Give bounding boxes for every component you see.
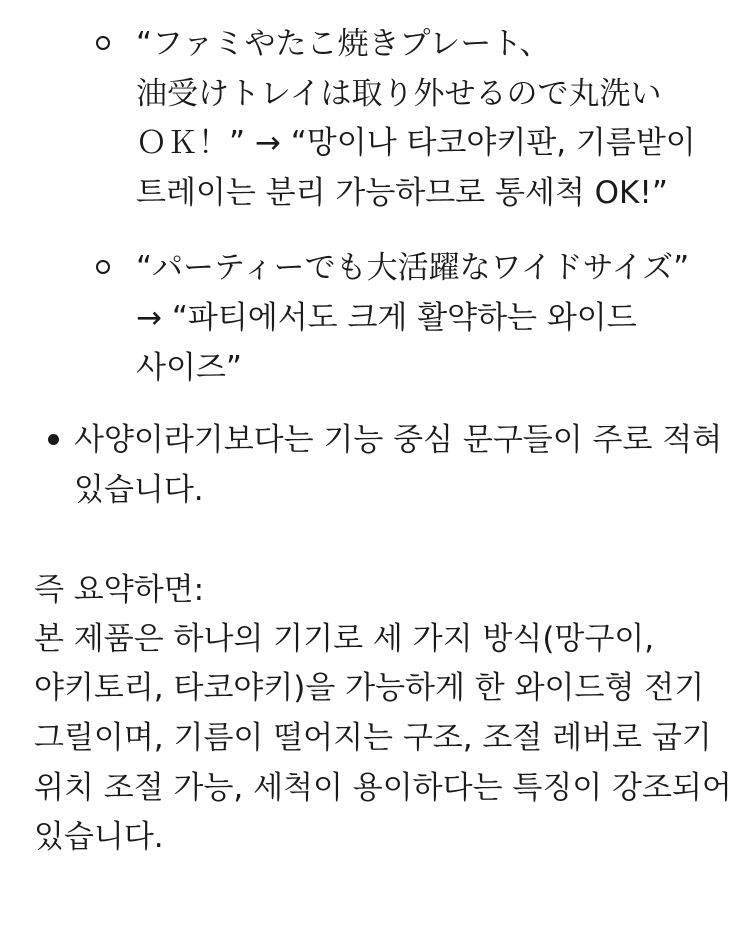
text-line: “パーティーでも大活躍なワイドサイズ” — [136, 250, 690, 286]
text-line: 사이즈” — [136, 350, 242, 386]
summary-heading: 즉 요약하면: — [34, 572, 205, 608]
text-line: 그릴이며, 기름이 떨어지는 구조, 조절 레버로 굽기 — [34, 720, 712, 756]
bullet-dot-icon — [48, 434, 59, 445]
text-line: 트레이는 분리 가능하므로 통세척 OK!” — [136, 175, 668, 211]
text-line: ＯＫ！” → “망이나 타코야키판, 기름받이 — [136, 125, 696, 161]
circle-bullet-icon — [96, 36, 110, 50]
text-line: 사양이라기보다는 기능 중심 문구들이 주로 적혀 — [74, 422, 723, 458]
text-line: 있습니다. — [74, 472, 204, 508]
text-line: “ファミやたこ焼きプレート、 — [136, 26, 551, 62]
text-line: 있습니다. — [34, 819, 164, 855]
text-line: 야키토리, 타코야키)을 가능하게 한 와이드형 전기 — [34, 670, 705, 706]
text-line: 본 제품은 하나의 기기로 세 가지 방식(망구이, — [34, 621, 655, 657]
text-line: → “파티에서도 크게 활약하는 와이드 — [136, 300, 637, 336]
circle-bullet-icon — [96, 260, 110, 274]
text-line: 위치 조절 가능, 세척이 용이하다는 특징이 강조되어 — [34, 770, 732, 806]
text-line: 油受けトレイは取り外せるので丸洗い — [136, 76, 662, 112]
